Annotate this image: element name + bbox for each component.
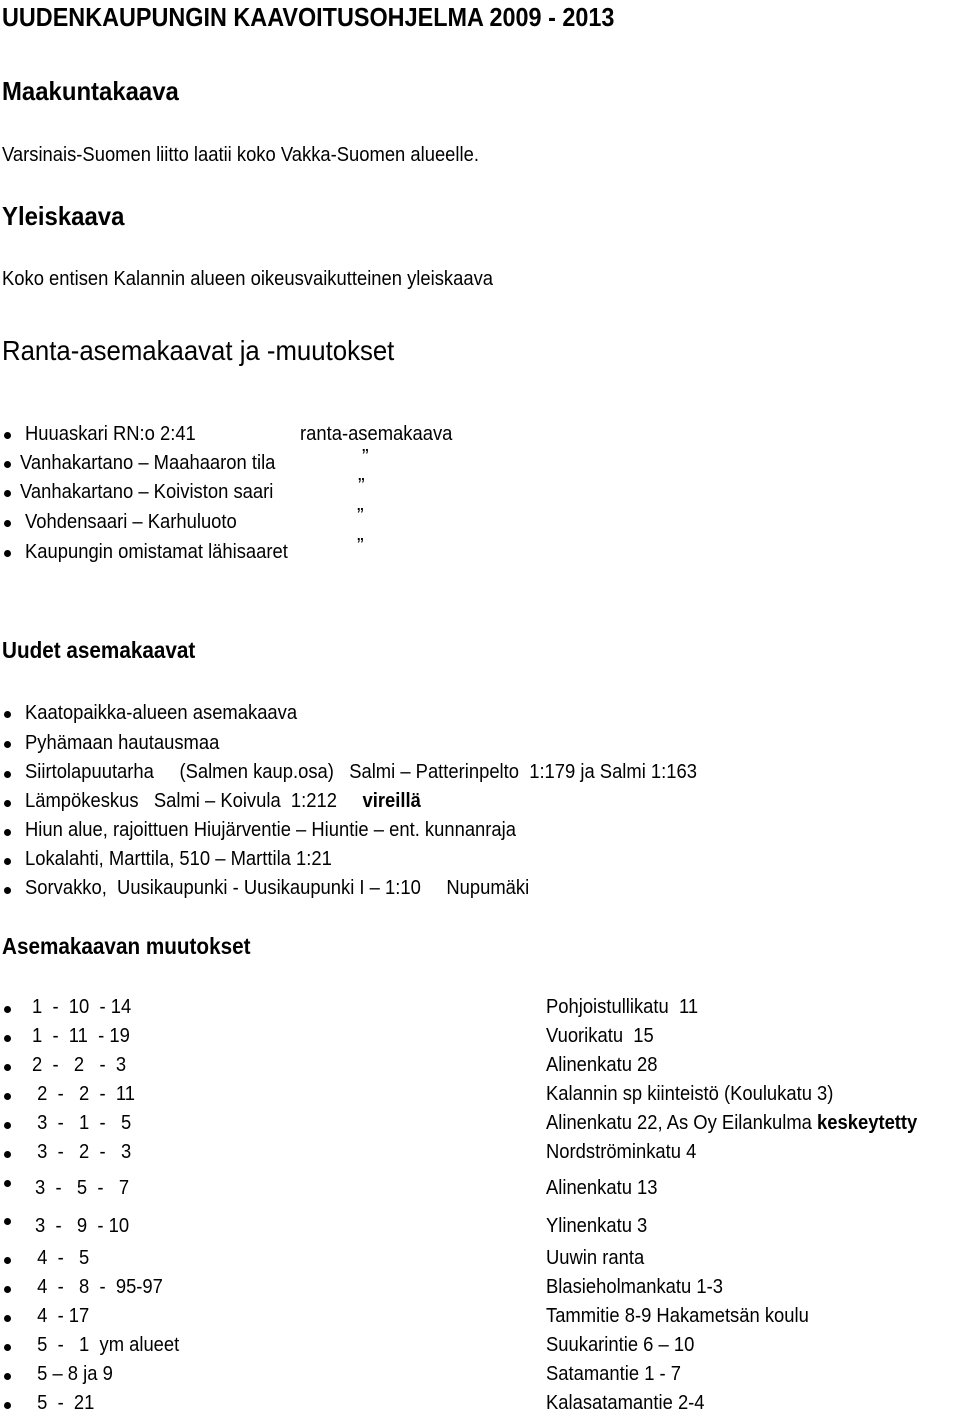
bullet-icon	[4, 1257, 11, 1264]
maakuntakaava-text: Varsinais-Suomen liitto laatii koko Vakka-Suomen alueelle.	[2, 144, 479, 166]
bullet-icon	[4, 1218, 11, 1225]
bullet-icon	[4, 1006, 11, 1013]
maakuntakaava-heading: Maakuntakaava	[2, 76, 179, 106]
uudet-item: Lämpökeskus Salmi – Koivula 1:212 vireillä	[25, 790, 421, 812]
ranta-item-type: ”	[358, 475, 365, 497]
muutos-place: Suukarintie 6 – 10	[546, 1334, 695, 1356]
ranta-heading: Ranta-asemakaavat ja -muutokset	[2, 335, 395, 366]
muutos-place: Blasieholmankatu 1-3	[546, 1276, 723, 1298]
uudet-item: Lokalahti, Marttila, 510 – Marttila 1:21	[25, 848, 332, 870]
bullet-icon	[4, 1064, 11, 1071]
uudet-item: Pyhämaan hautausmaa	[25, 732, 220, 754]
muutos-code: 4 - 17	[32, 1305, 90, 1327]
bullet-icon	[4, 1151, 11, 1158]
muutos-place: Uuwin ranta	[546, 1247, 645, 1269]
muutos-code: 3 - 9 - 10	[35, 1215, 130, 1237]
bullet-icon	[4, 1315, 11, 1322]
muutos-code: 5 – 8 ja 9	[32, 1363, 113, 1385]
muutokset-heading: Asemakaavan muutokset	[2, 933, 251, 959]
bullet-icon	[4, 771, 11, 778]
bullet-icon	[4, 829, 11, 836]
bullet-icon	[4, 1180, 11, 1187]
bullet-icon	[4, 887, 11, 894]
uudet-item: Hiun alue, rajoittuen Hiujärventie – Hiuntie – ent. kunnanraja	[25, 819, 516, 841]
ranta-item-type: ”	[357, 505, 364, 527]
ranta-item-name: Vanhakartano – Maahaaron tila	[20, 452, 276, 474]
muutos-code: 2 - 2 - 3	[32, 1054, 127, 1076]
bullet-icon	[4, 490, 11, 497]
muutos-code: 3 - 1 - 5	[32, 1112, 132, 1134]
ranta-item-name: Vohdensaari – Karhuluoto	[25, 511, 237, 533]
yleiskaava-text: Koko entisen Kalannin alueen oikeusvaikutteinen yleiskaava	[2, 268, 494, 290]
bullet-icon	[4, 520, 11, 527]
bullet-icon	[4, 550, 11, 557]
muutos-code: 1 - 11 - 19	[32, 1025, 130, 1047]
muutos-code: 3 - 5 - 7	[35, 1177, 130, 1199]
bullet-icon	[4, 461, 11, 468]
ranta-item-type: ”	[357, 535, 364, 557]
muutos-place: Pohjoistullikatu 11	[546, 996, 699, 1018]
bullet-icon	[4, 432, 11, 439]
muutos-code: 5 - 1 ym alueet	[32, 1334, 180, 1356]
muutos-place: Vuorikatu 15	[546, 1025, 654, 1047]
muutos-code: 4 - 5	[32, 1247, 90, 1269]
ranta-item-name: Kaupungin omistamat lähisaaret	[25, 541, 288, 563]
uudet-heading: Uudet asemakaavat	[2, 637, 196, 663]
muutos-place: Nordströminkatu 4	[546, 1141, 697, 1163]
yleiskaava-heading: Yleiskaava	[2, 201, 125, 231]
muutos-place: Ylinenkatu 3	[546, 1215, 648, 1237]
ranta-item-type: ranta-asemakaava	[300, 423, 453, 445]
bullet-icon	[4, 858, 11, 865]
uudet-item: Kaatopaikka-alueen asemakaava	[25, 702, 298, 724]
uudet-item: Sorvakko, Uusikaupunki - Uusikaupunki I – 1:10 Nupumäki	[25, 877, 530, 899]
muutos-code: 1 - 10 - 14	[32, 996, 132, 1018]
muutos-place: Satamantie 1 - 7	[546, 1363, 682, 1385]
bullet-icon	[4, 1286, 11, 1293]
ranta-item-type: ”	[362, 446, 369, 468]
bullet-icon	[4, 1122, 11, 1129]
muutos-code: 4 - 8 - 95-97	[32, 1276, 163, 1298]
muutos-place: Alinenkatu 13	[546, 1177, 658, 1199]
bullet-icon	[4, 1402, 11, 1409]
muutos-code: 5 - 21	[32, 1392, 95, 1414]
bullet-icon	[4, 800, 11, 807]
bullet-icon	[4, 1344, 11, 1351]
muutos-code: 3 - 2 - 3	[32, 1141, 132, 1163]
ranta-item-name: Vanhakartano – Koiviston saari	[20, 481, 274, 503]
muutos-place: Kalannin sp kiinteistö (Koulukatu 3)	[546, 1083, 834, 1105]
bullet-icon	[4, 1093, 11, 1100]
muutos-place: Kalasatamantie 2-4	[546, 1392, 705, 1414]
uudet-item: Siirtolapuutarha (Salmen kaup.osa) Salmi – Patterinpelto 1:179 ja Salmi 1:163	[25, 761, 697, 783]
bullet-icon	[4, 1035, 11, 1042]
ranta-item-name: Huuaskari RN:o 2:41	[25, 423, 196, 445]
muutos-place: Alinenkatu 28	[546, 1054, 658, 1076]
muutos-place: Alinenkatu 22, As Oy Eilankulma keskeytetty	[546, 1112, 918, 1134]
muutos-place: Tammitie 8-9 Hakametsän koulu	[546, 1305, 809, 1327]
bullet-icon	[4, 1373, 11, 1380]
muutos-code: 2 - 2 - 11	[32, 1083, 135, 1105]
page-title: UUDENKAUPUNGIN KAAVOITUSOHJELMA 2009 - 2013	[2, 2, 615, 32]
bullet-icon	[4, 741, 11, 748]
bullet-icon	[4, 711, 11, 718]
